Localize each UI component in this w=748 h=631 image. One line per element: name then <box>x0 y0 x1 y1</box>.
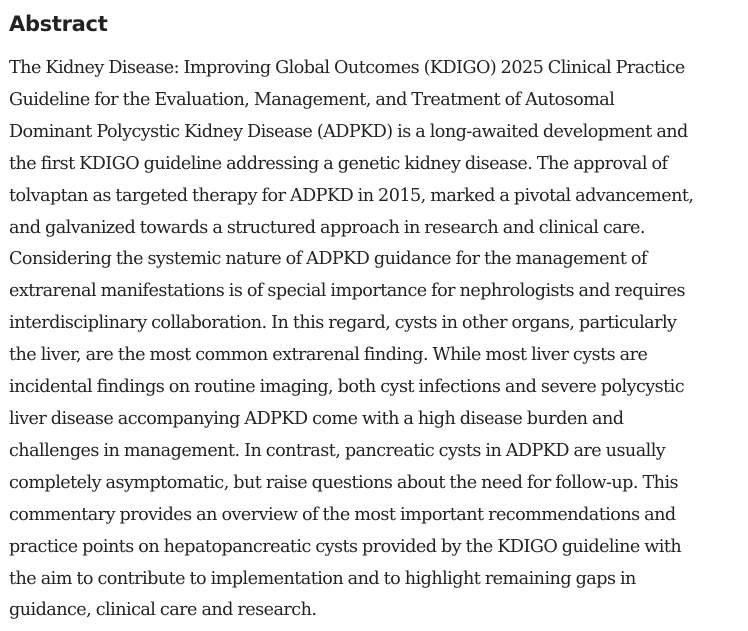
abstract-line: incidental findings on routine imaging, both cyst infections and severe polycystic <box>9 377 685 398</box>
abstract-line: practice points on hepatopancreatic cysts provided by the KDIGO guideline with <box>9 536 682 557</box>
abstract-section <box>9 8 746 627</box>
abstract-line: completely asymptomatic, but raise questions about the need for follow-up. This <box>9 472 679 493</box>
abstract-line: The Kidney Disease: Improving Global Outcomes (KDIGO) 2025 Clinical Practice <box>9 58 685 78</box>
abstract-line: liver disease accompanying ADPKD come with a high disease burden and <box>9 408 624 429</box>
abstract-line: Dominant Polycystic Kidney Disease (ADPKD) is a long-awaited development and <box>9 121 688 142</box>
abstract-line: tolvaptan as targeted therapy for ADPKD in 2015, marked a pivotal advancement, <box>9 185 694 206</box>
abstract-line: interdisciplinary collaboration. In this regard, cysts in other organs, particularly <box>9 313 677 334</box>
abstract-line: challenges in management. In contrast, pancreatic cysts in ADPKD are usually <box>9 440 666 461</box>
abstract-line: the first KDIGO guideline addressing a genetic kidney disease. The approval of <box>9 153 668 174</box>
abstract-line: guidance, clinical care and research. <box>9 600 317 621</box>
abstract-line: commentary provides an overview of the most important recommendations and <box>9 504 676 525</box>
abstract-line: Considering the systemic nature of ADPKD guidance for the management of <box>9 249 647 270</box>
abstract-line: the aim to contribute to implementation and to highlight remaining gaps in <box>9 568 636 589</box>
abstract-line: and galvanized towards a structured approach in research and clinical care. <box>9 217 645 238</box>
abstract-line: the liver, are the most common extrarenal finding. While most liver cysts are <box>9 345 648 366</box>
abstract-line: Guideline for the Evaluation, Management, and Treatment of Autosomal <box>9 89 615 110</box>
abstract-line: extrarenal manifestations is of special importance for nephrologists and requires <box>9 281 686 302</box>
abstract-heading: Abstract <box>9 12 108 36</box>
abstract-body <box>9 53 746 627</box>
